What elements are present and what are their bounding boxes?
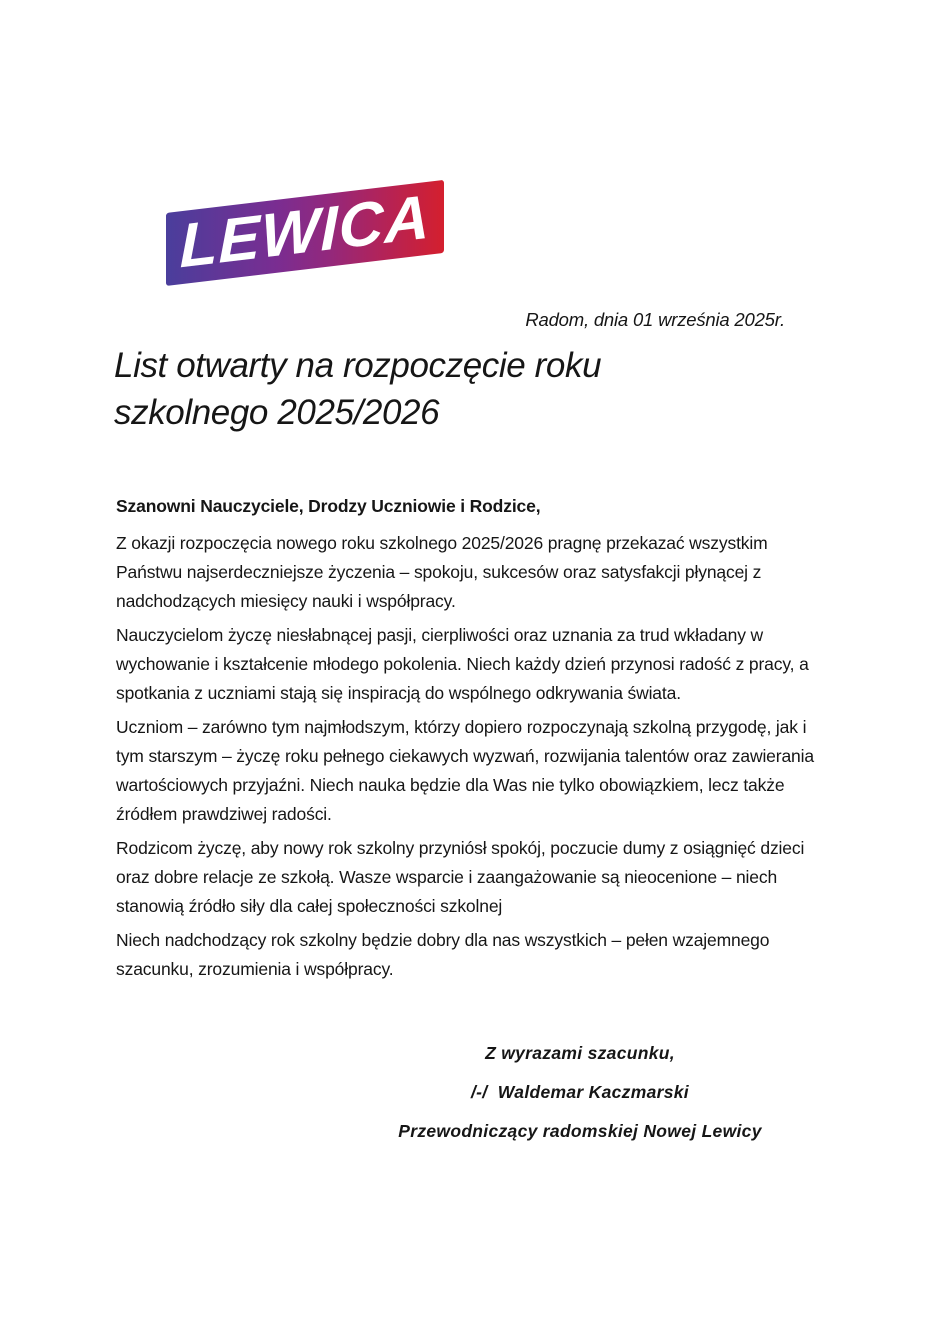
lewica-logo-text: LEWICA: [179, 182, 431, 282]
page-title: [114, 342, 601, 436]
paragraph-1: Z okazji rozpoczęcia nowego roku szkolnego 2025/2026 pragnę przekazać wszystkim Państwu najserdeczniejsze życzenia – spokoju, sukcesów oraz satysfakcji płynącej z nadchodzących miesięcy nauki i współpracy.: [116, 533, 768, 611]
signature-role: Przewodniczący radomskiej Nowej Lewicy: [398, 1121, 762, 1141]
signature-closing: Z wyrazami szacunku,: [485, 1043, 675, 1063]
signature-name: /-/ Waldemar Kaczmarski: [471, 1082, 689, 1102]
paragraph-2: Nauczycielom życzę niesłabnącej pasji, cierpliwości oraz uznania za trud wkładany w wychowanie i kształcenie młodego pokolenia. Niech każdy dzień przynosi radość z pracy, a spotkania z uczniami stają się inspiracją do wspólnego odkrywania świata.: [116, 625, 809, 703]
date-line: Radom, dnia 01 września 2025r.: [525, 309, 785, 330]
paragraph-5: Niech nadchodzący rok szkolny będzie dobry dla nas wszystkich – pełen wzajemnego szacunku, zrozumienia i współpracy.: [116, 930, 770, 979]
lewica-logo: [166, 180, 444, 286]
paragraph-4: Rodzicom życzę, aby nowy rok szkolny przyniósł spokój, poczucie dumy z osiągnięć dzieci oraz dobre relacje ze szkołą. Wasze wsparcie i zaangażowanie są nieocenione – niech stanowią źródło siły dla całej społeczności szkolnej: [116, 838, 805, 916]
title-line-1: List otwarty na rozpoczęcie roku: [114, 346, 602, 385]
paragraph-3: Uczniom – zarówno tym najmłodszym, którzy dopiero rozpoczynają szkolną przygodę, jak i tym starszym – życzę roku pełnego ciekawych wyzwań, rozwijania talentów oraz zawierania wartościowych przyjaźni. Niech nauka będzie dla Was nie tylko obowiązkiem, lecz także źródłem prawdziwej radości.: [116, 717, 814, 824]
letter-body: [116, 492, 838, 989]
title-line-2: szkolnego 2025/2026: [114, 393, 440, 432]
signature-block: [350, 1042, 810, 1159]
salutation: Szanowni Nauczyciele, Drodzy Uczniowie i Rodzice,: [116, 496, 541, 516]
